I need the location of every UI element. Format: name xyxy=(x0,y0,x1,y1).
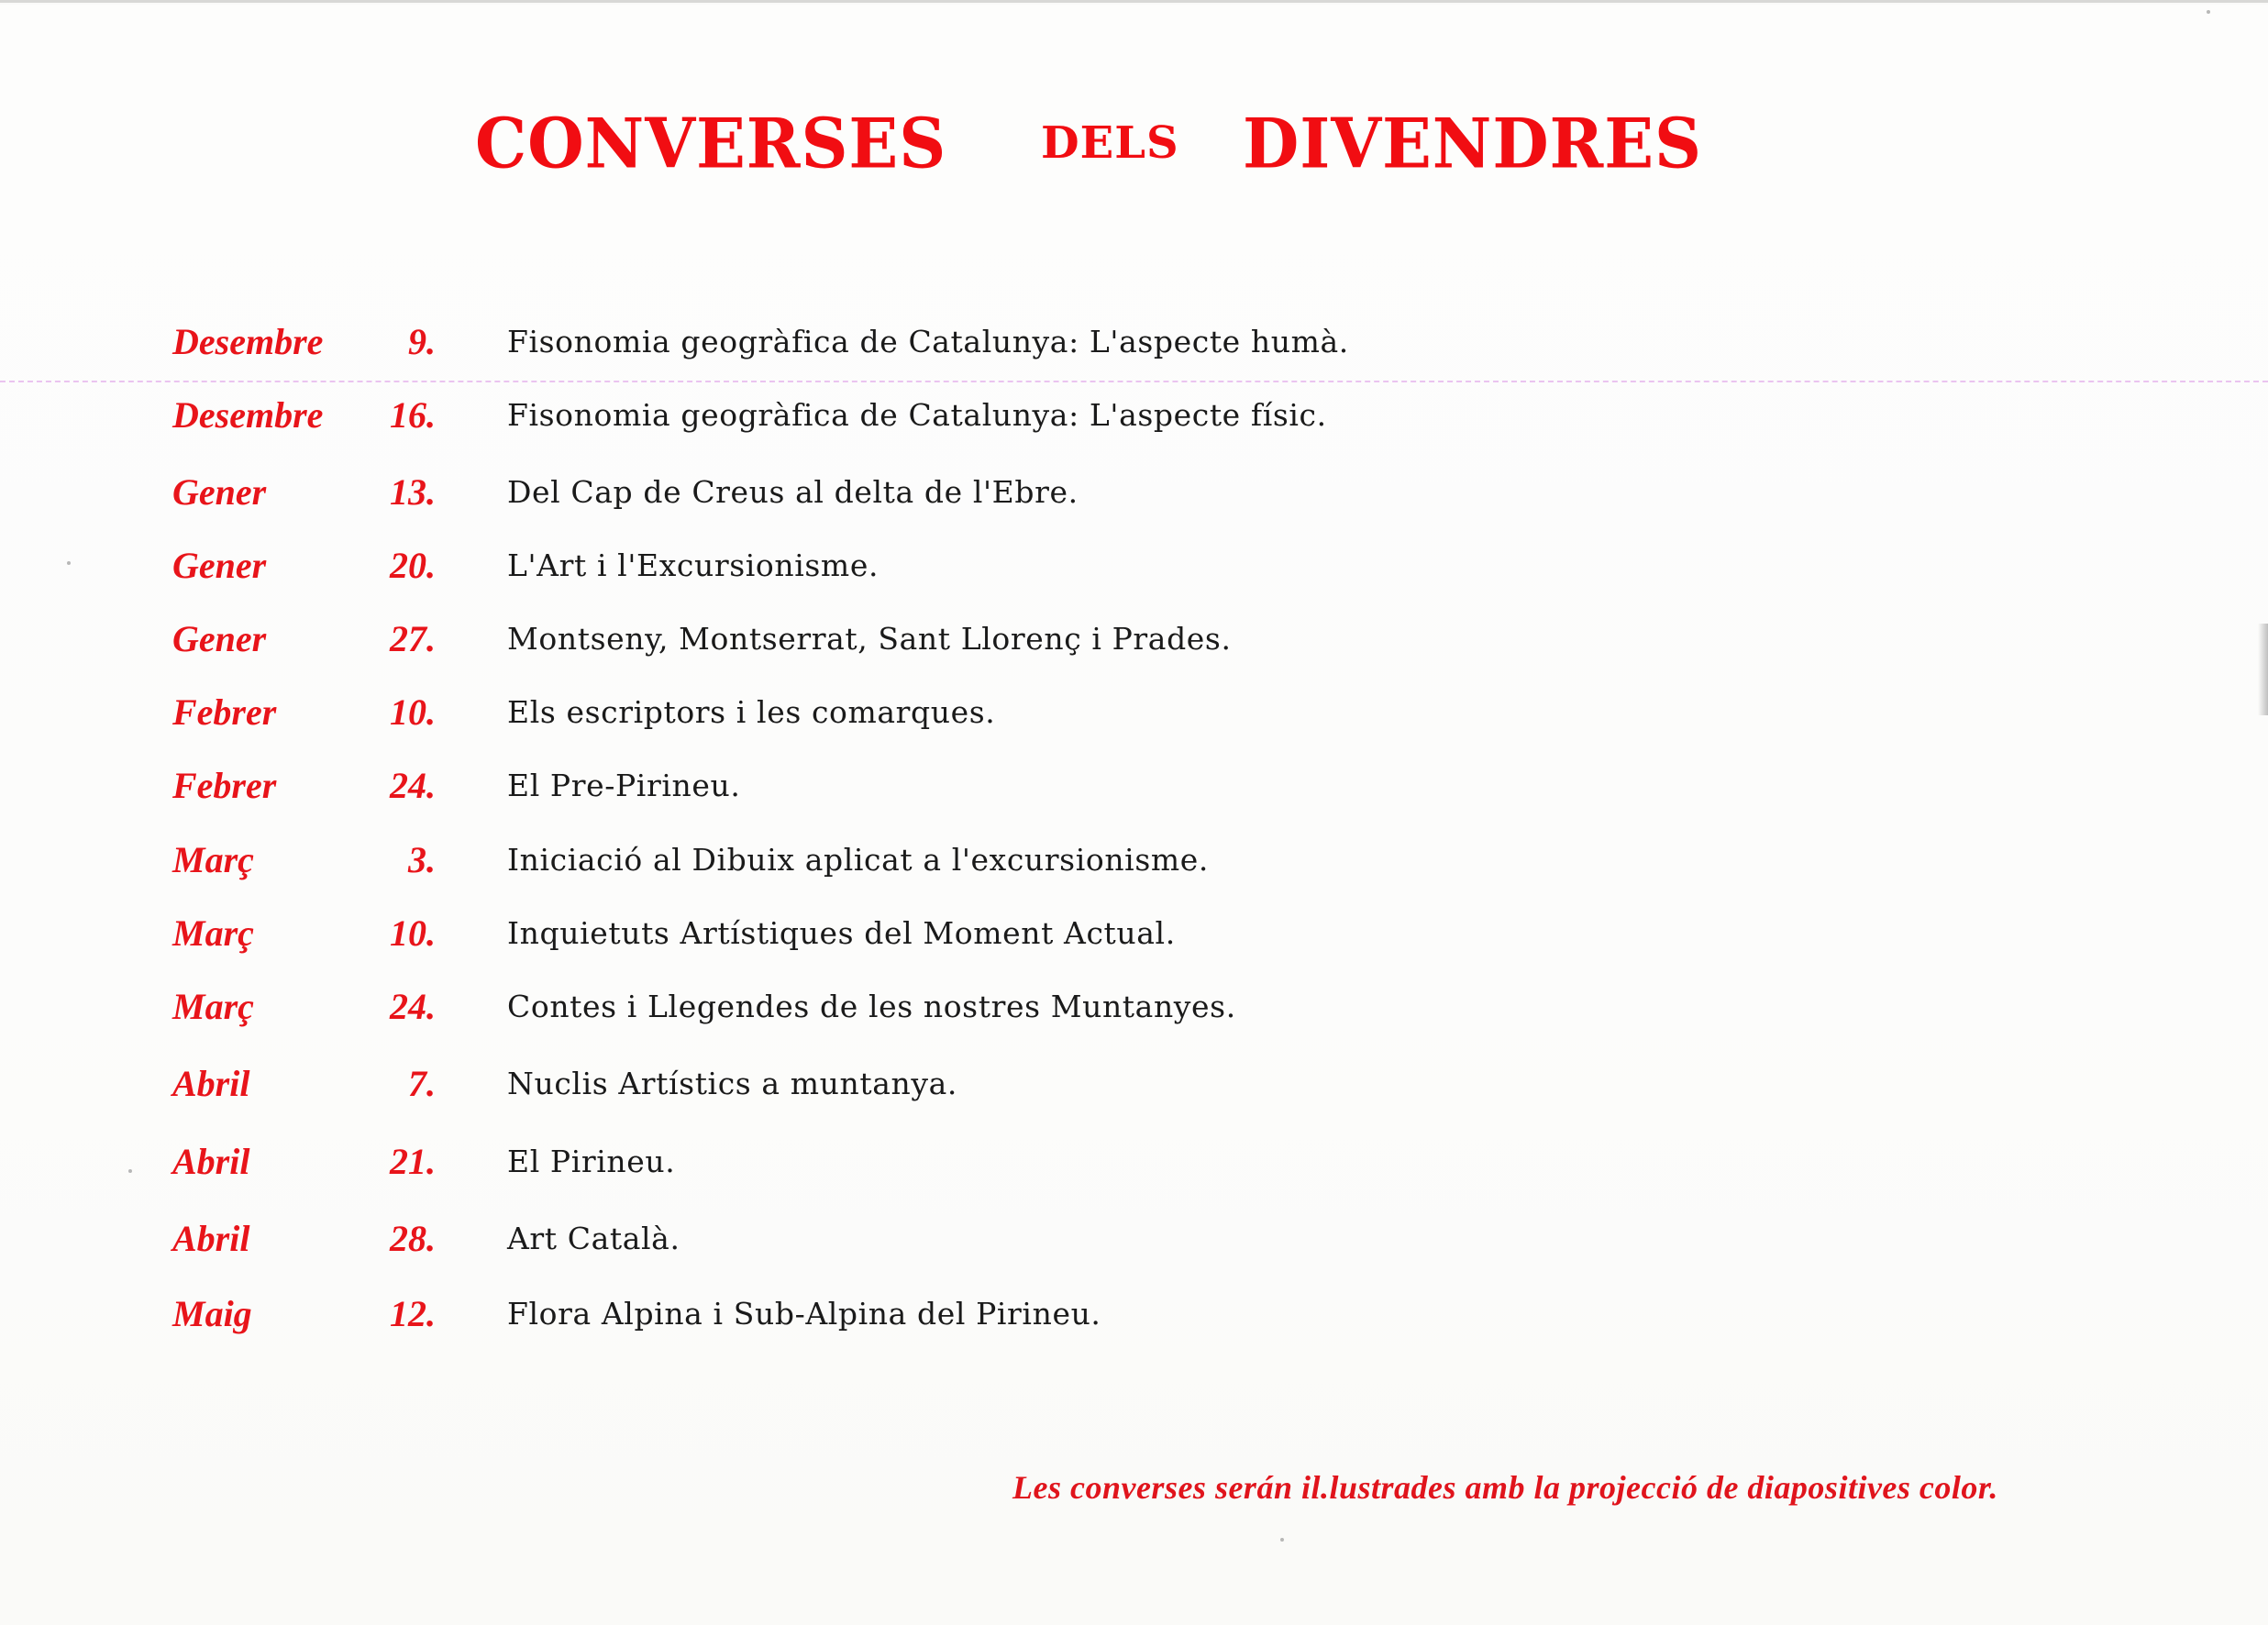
schedule-day: 7. xyxy=(408,1063,436,1104)
schedule-row xyxy=(0,1202,2268,1257)
schedule-row xyxy=(0,305,2268,360)
schedule-month: Maig xyxy=(172,1293,252,1334)
schedule-day: 10. xyxy=(390,691,436,733)
schedule-day: 3. xyxy=(408,839,436,880)
schedule-topic: Del Cap de Creus al delta de l'Ebre. xyxy=(507,474,1079,510)
schedule-month: Febrer xyxy=(172,691,277,733)
schedule-row xyxy=(0,1125,2268,1180)
schedule-topic: Iniciació al Dibuix aplicat a l'excursionisme. xyxy=(507,842,1209,878)
schedule-day: 24. xyxy=(390,986,436,1027)
schedule-topic: L'Art i l'Excursionisme. xyxy=(507,547,880,583)
schedule-day: 27. xyxy=(390,618,436,659)
schedule-day: 9. xyxy=(408,321,436,362)
schedule-month: Desembre xyxy=(172,394,324,436)
schedule-row xyxy=(0,456,2268,511)
schedule-month: Abril xyxy=(172,1063,250,1104)
title-word-dels: DELS xyxy=(1041,117,1179,169)
title-word-divendres: DIVENDRES xyxy=(1243,103,1702,184)
schedule-topic: Els escriptors i les comarques. xyxy=(507,694,996,730)
footer-note: Les converses serán il.lustrades amb la projecció de diapositives color. xyxy=(1012,1469,1998,1506)
schedule-row xyxy=(0,1047,2268,1102)
schedule-topic: Fisonomia geogràfica de Catalunya: L'aspecte físic. xyxy=(507,397,1327,433)
schedule-month: Febrer xyxy=(172,765,277,806)
schedule-day: 20. xyxy=(390,545,436,586)
schedule-day: 16. xyxy=(390,394,436,436)
schedule-month: Març xyxy=(172,839,254,880)
schedule-topic: Fisonomia geogràfica de Catalunya: L'aspecte humà. xyxy=(507,324,1349,359)
title-word-converses: CONVERSES xyxy=(475,103,947,184)
schedule-row xyxy=(0,970,2268,1025)
schedule-row xyxy=(0,379,2268,434)
schedule-month: Abril xyxy=(172,1141,250,1182)
schedule-day: 28. xyxy=(390,1218,436,1259)
schedule-row xyxy=(0,1277,2268,1332)
schedule-topic: Contes i Llegendes de les nostres Muntanyes. xyxy=(507,989,1236,1024)
schedule-row xyxy=(0,749,2268,804)
schedule-row xyxy=(0,824,2268,879)
schedule-topic: Montseny, Montserrat, Sant Llorenç i Prades. xyxy=(507,621,1232,657)
schedule-row xyxy=(0,529,2268,584)
schedule-row xyxy=(0,602,2268,658)
schedule-topic: Nuclis Artístics a muntanya. xyxy=(507,1066,957,1101)
schedule-day: 21. xyxy=(390,1141,436,1182)
schedule-topic: El Pre-Pirineu. xyxy=(507,768,741,803)
schedule-day: 13. xyxy=(390,471,436,513)
schedule-row xyxy=(0,897,2268,952)
schedule-topic: Flora Alpina i Sub-Alpina del Pirineu. xyxy=(507,1296,1101,1332)
schedule-topic: El Pirineu. xyxy=(507,1144,676,1179)
schedule-month: Gener xyxy=(172,471,267,513)
schedule-topic: Art Català. xyxy=(507,1221,680,1256)
schedule-month: Gener xyxy=(172,545,267,586)
schedule-day: 12. xyxy=(390,1293,436,1334)
schedule-day: 10. xyxy=(390,912,436,954)
schedule-month: Abril xyxy=(172,1218,250,1259)
schedule-month: Desembre xyxy=(172,321,324,362)
schedule-day: 24. xyxy=(390,765,436,806)
schedule-month: Març xyxy=(172,986,254,1027)
schedule-month: Gener xyxy=(172,618,267,659)
schedule-row xyxy=(0,676,2268,731)
schedule-month: Març xyxy=(172,912,254,954)
schedule-topic: Inquietuts Artístiques del Moment Actual. xyxy=(507,915,1176,951)
